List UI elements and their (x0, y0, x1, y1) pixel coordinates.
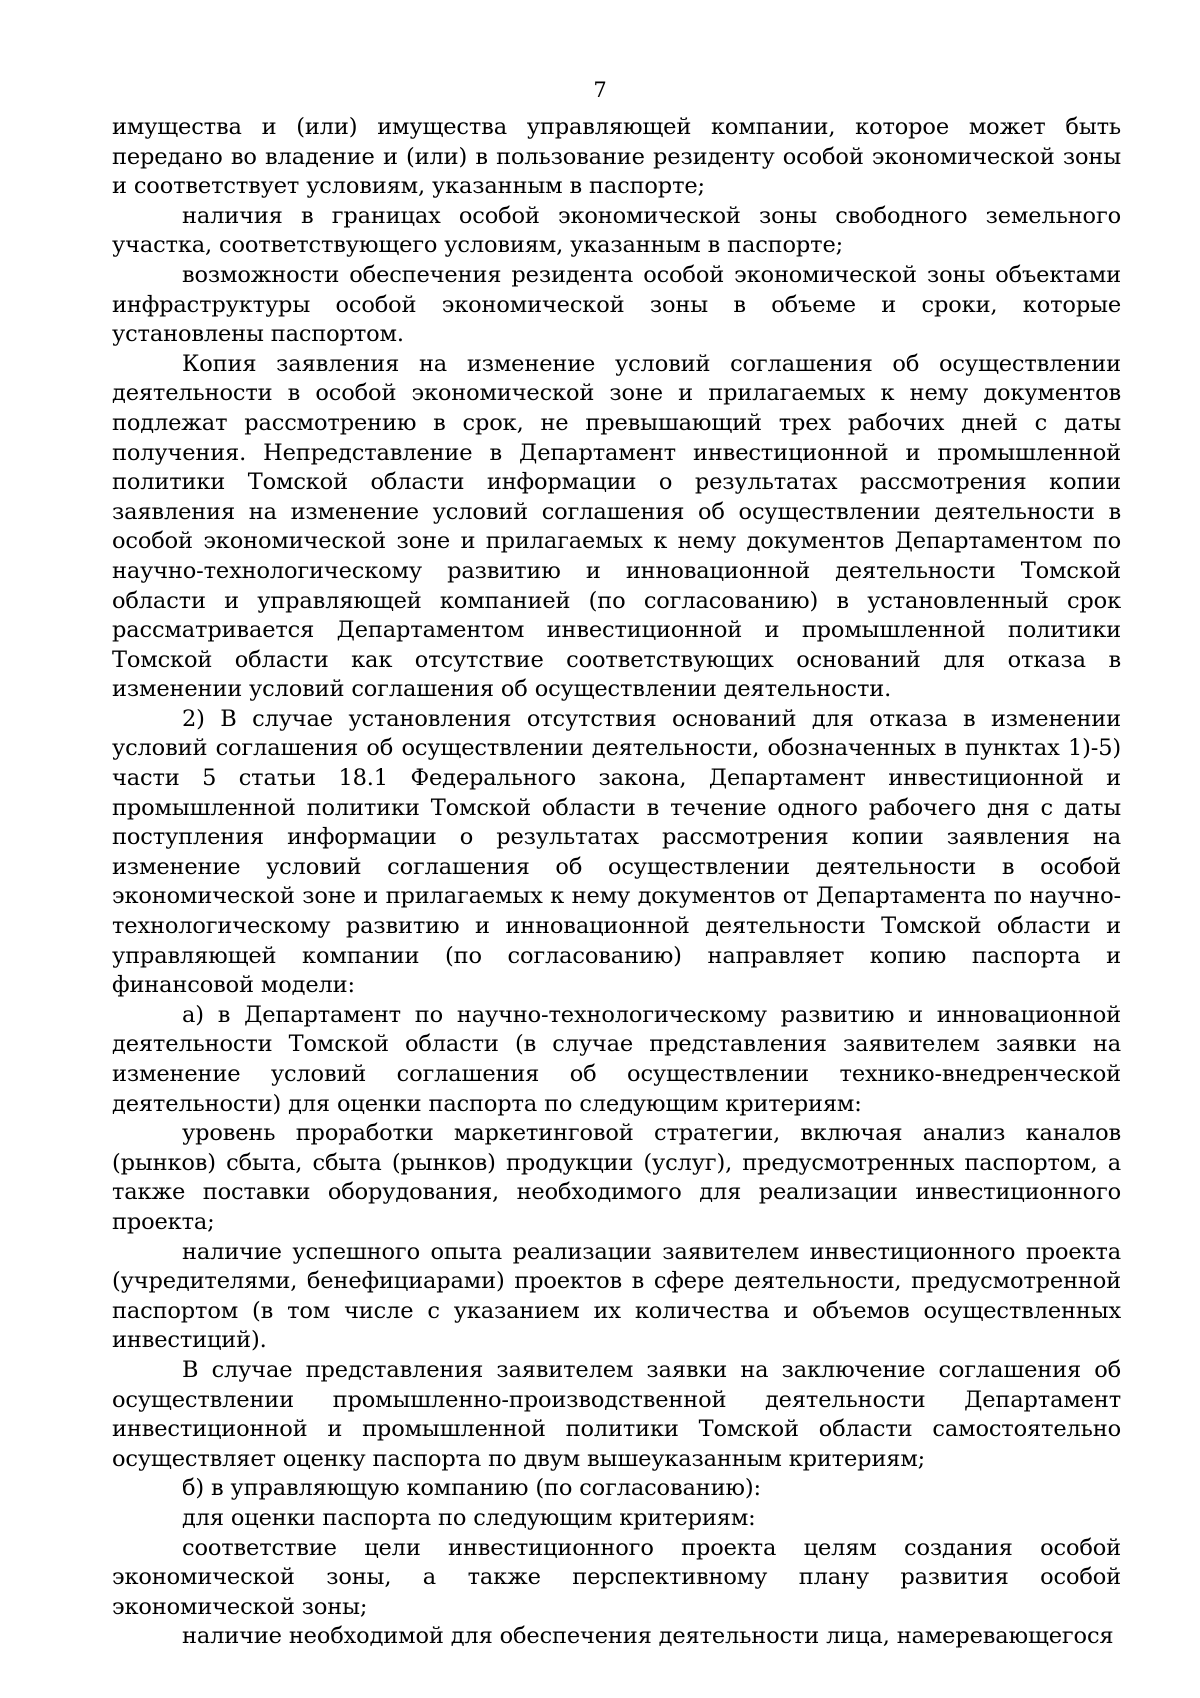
paragraph-subitem-a: а) в Департамент по научно-технологическому развитию и инновационной деятельности Томской области (в случае представления заявителем заявки на изменение условий соглашения об осуществлении технико-внедренческой деятельности) для оценки паспорта по следующим критериям: (112, 1001, 1121, 1117)
paragraph-subitem-b: б) в управляющую компанию (по согласованию): (182, 1475, 761, 1502)
document-body (112, 113, 1121, 1652)
paragraph-experience-criterion: наличие успешного опыта реализации заявителем инвестиционного проекта (учредителями, бенефициарами) проектов в сфере деятельности, предусмотренной паспортом (в том числе с указанием их количества и объемов осуществленных инвестиций). (112, 1238, 1121, 1354)
paragraph-property-continuation: имущества и (или) имущества управляющей компании, которое может быть передано во владение и (или) в пользование резиденту особой экономической зоны и соответствует условиям, указанным в паспорте; (112, 114, 1121, 200)
paragraph-infrastructure: возможности обеспечения резидента особой экономической зоны объектами инфраструктуры особой экономической зоны в объеме и сроки, которые установлены паспортом. (112, 261, 1121, 348)
paragraph-goal-compliance-criterion: соответствие цели инвестиционного проекта целям создания особой экономической зоны, а также перспективному плану развития особой экономической зоны; (112, 1534, 1121, 1620)
paragraph-marketing-strategy-criterion: уровень проработки маркетинговой стратегии, включая анализ каналов (рынков) сбыта, сбыта (рынков) продукции (услуг), предусмотренных паспортом, а также поставки оборудования, необходимого для реализации инвестиционного проекта; (112, 1120, 1121, 1235)
paragraph-free-land-plot: наличия в границах особой экономической зоны свободного земельного участка, соответствующего условиям, указанным в паспорте; (112, 202, 1121, 259)
page-number: 7 (593, 78, 607, 102)
paragraph-industrial-production-case: В случае представления заявителем заявки на заключение соглашения об осуществлении промышленно-производственной деятельности Департамент инвестиционной и промышленной политики Томской области самостоятельно осуществляет оценку паспорта по двум вышеуказанным критериям; (112, 1356, 1121, 1472)
paragraph-item-2: 2) В случае установления отсутствия оснований для отказа в изменении условий соглашения об осуществлении деятельности, обозначенных в пунктах 1)-5) части 5 статьи 18.1 Федерального закона, Департамент инвестиционной и промышленной политики Томской области в течение одного рабочего дня с даты поступления информации о результатах рассмотрения копии заявления на изменение условий соглашения об осуществлении деятельности в особой экономической зоне и прилагаемых к нему документов от Департамента по научно-технологическому развитию и инновационной деятельности Томской области и управляющей компании (по согласованию) направляет копию паспорта и финансовой модели: (112, 705, 1121, 999)
paragraph-necessary-availability: наличие необходимой для обеспечения деятельности лица, намеревающегося (182, 1623, 1114, 1650)
paragraph-application-copy-review: Копия заявления на изменение условий соглашения об осуществлении деятельности в особой экономической зоне и прилагаемых к нему документов подлежат рассмотрению в срок, не превышающий трех рабочих дней с даты получения. Непредставление в Департамент инвестиционной и промышленной политики Томской области информации о результатах рассмотрения копии заявления на изменение условий соглашения об осуществлении деятельности в особой экономической зоне и прилагаемых к нему документов Департаментом по научно-технологическому развитию и инновационной деятельности Томской области и управляющей компанией (по согласованию) в установленный срок рассматривается Департаментом инвестиционной и промышленной политики Томской области как отсутствие соответствующих оснований для отказа в изменении условий соглашения об осуществлении деятельности. (112, 350, 1121, 703)
paragraph-criteria-intro: для оценки паспорта по следующим критериям: (182, 1504, 756, 1531)
